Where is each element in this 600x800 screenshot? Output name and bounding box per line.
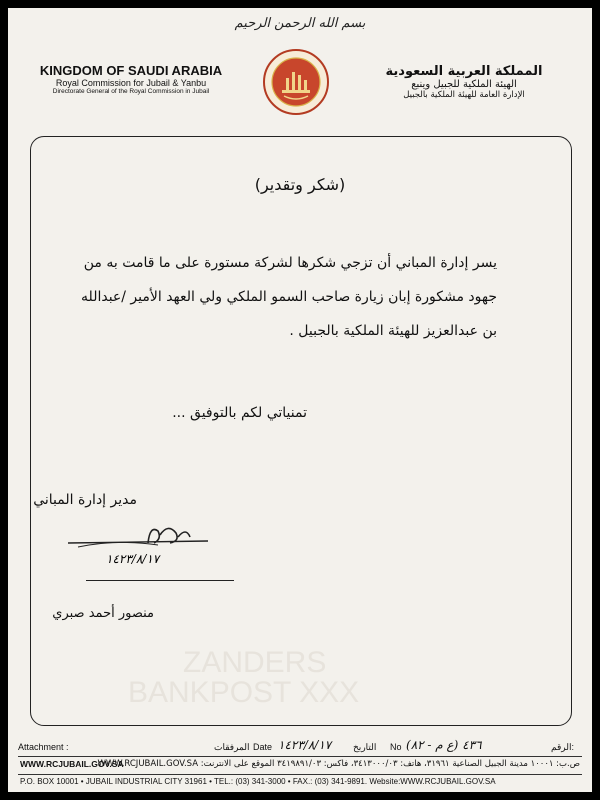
number-label-ar: الرقم:	[551, 742, 575, 752]
footer-top-rule	[18, 756, 582, 757]
footer-website: WWW.RCJUBAIL.GOV.SA	[20, 759, 124, 769]
date-label: Date	[253, 742, 273, 752]
royal-commission-emblem-icon	[262, 48, 330, 116]
footer-address-en: P.O. BOX 10001 • JUBAIL INDUSTRIAL CITY 31961 • TEL.: (03) 341-3000 • FAX.: (03) 341-9891. Website:WWW.RCJUBAIL.GOV.SA	[20, 777, 496, 786]
header-directorate-ar: الإدارة العامة للهيئة الملكية بالجبيل	[403, 90, 525, 100]
paper-watermark	[128, 648, 428, 708]
signer-name: منصور أحمد صبري	[52, 606, 154, 621]
header-country-ar: المملكة العربية السعودية	[385, 64, 543, 79]
attachments-label-ar: المرفقات	[214, 742, 250, 752]
header-english	[26, 63, 236, 95]
attachment-label: Attachment :	[18, 742, 69, 752]
signer-title: مدير إدارة المباني	[33, 492, 137, 508]
header-directorate-en: Directorate General of the Royal Commission in Jubail	[52, 88, 210, 95]
letter-body: يسر إدارة المباني أن تزجي شكرها لشركة مستورة على ما قامت به من جهود مشكورة إبان زيارة صاحب السمو الملكي ولي العهد الأمير /عبدالله بن عبدالعزيز للهيئة الملكية بالجبيل .	[81, 255, 497, 339]
date-label-ar: التاريخ	[353, 742, 377, 752]
number-label: No	[390, 742, 402, 752]
header-commission-en: Royal Commission for Jubail & Yanbu	[55, 78, 207, 88]
header-country-en: KINGDOM OF SAUDI ARABIA	[39, 63, 223, 78]
letter-closing: تمنياتي لكم بالتوفيق ...	[172, 405, 307, 421]
letter-frame	[30, 136, 572, 726]
header-arabic	[354, 64, 574, 100]
handwritten-signature	[58, 513, 238, 573]
footer-address-ar: ص.ب: ١٠٠٠١ مدينة الجبيل الصناعية ٣١٩٦١، هاتف: ٣٤١٣٠٠٠/٠٣، فاكس: ٣٤١٩٨٩١/٠٣ الموقع على الانترنت: WWW.RCJUBAIL.GOV.SA	[97, 759, 580, 769]
letter-page	[8, 8, 592, 792]
number-value: ٤٣٦ (ع م - ٨٢)	[406, 738, 482, 752]
watermark-line1: ZANDERS	[183, 646, 327, 679]
letter-title: (شكر وتقدير)	[254, 175, 346, 194]
basmala: بسم الله الرحمن الرحيم	[234, 16, 366, 31]
signature-line	[86, 580, 234, 581]
signature-date: ١٤٢٣/٨/١٧	[106, 552, 160, 566]
watermark-line2: BANKPOST XXX	[128, 676, 360, 709]
header-commission-ar: الهيئة الملكية للجبيل وينبع	[411, 79, 517, 90]
date-value: ١٤٢٣/٨/١٧	[278, 738, 332, 752]
footer-mid-rule	[18, 774, 582, 775]
